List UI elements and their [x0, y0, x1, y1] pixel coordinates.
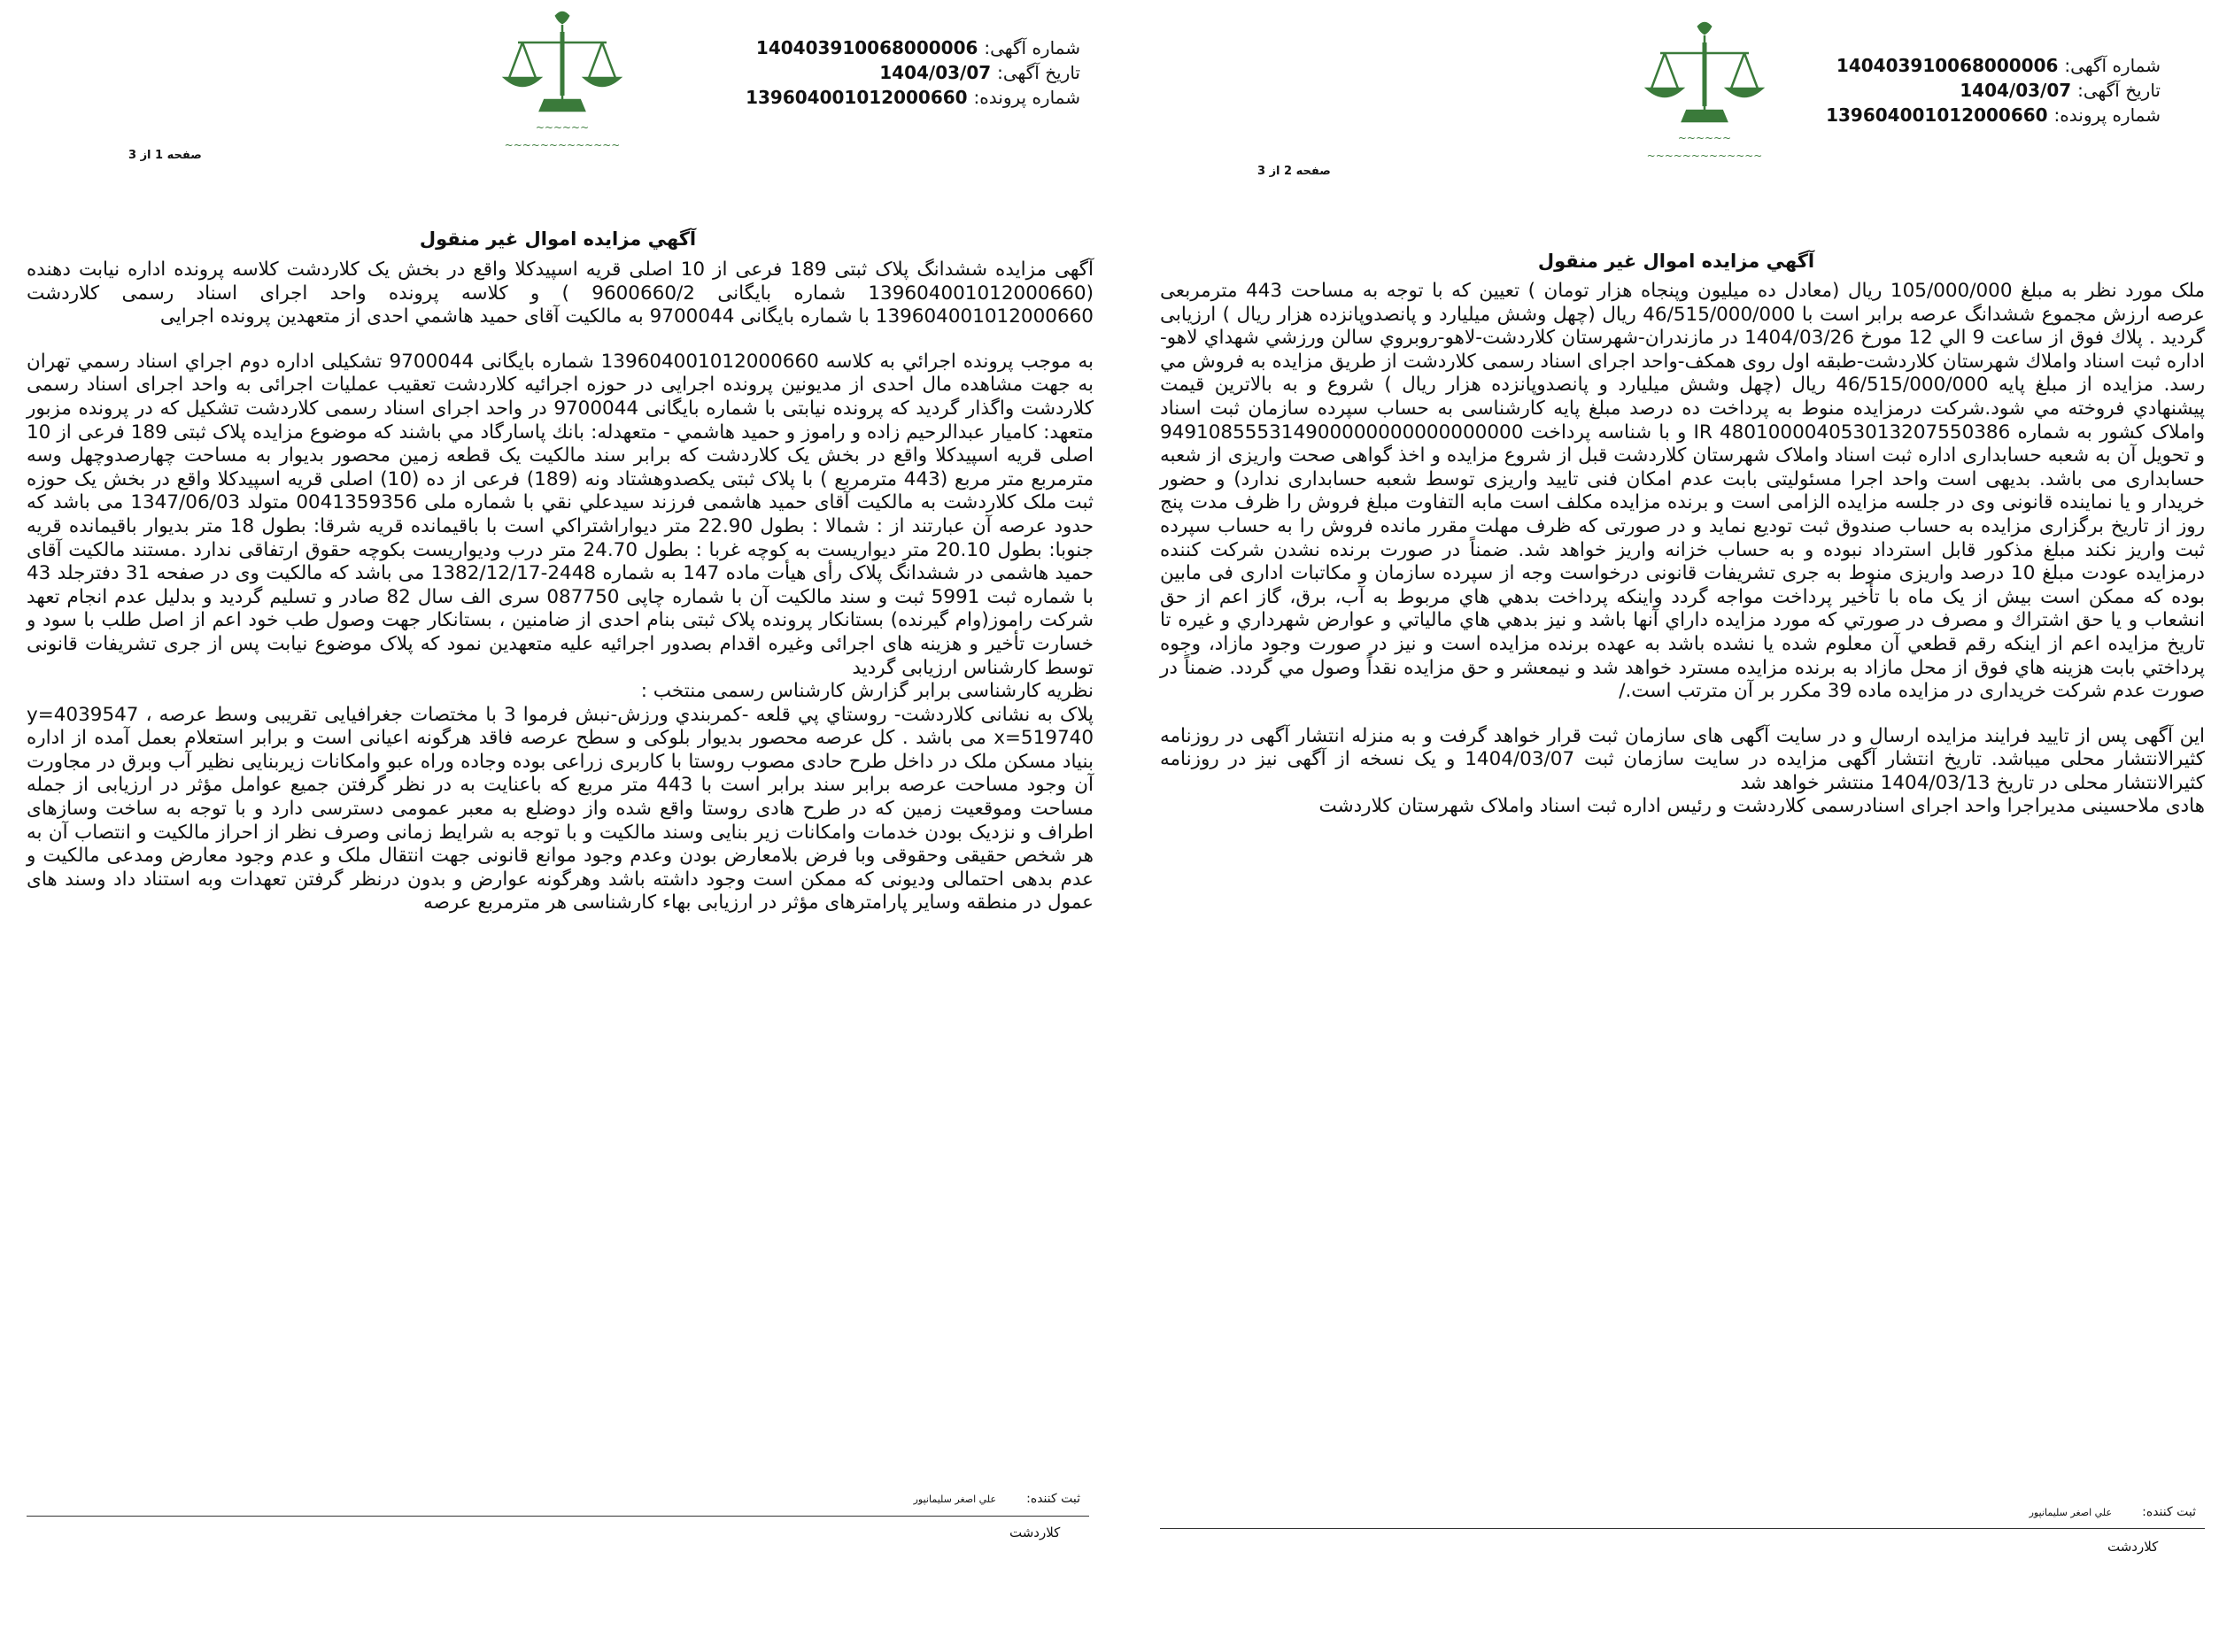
notice-number: 140403910068000006	[755, 37, 978, 58]
svg-text:~~~~~~: ~~~~~~	[1677, 132, 1732, 144]
city-label: كلاردشت	[1009, 1525, 1061, 1540]
signer-label: ثبت كننده:	[2142, 1505, 2196, 1519]
file-number: 139604001012000660	[1826, 104, 2048, 126]
signer	[1824, 1505, 2196, 1519]
signer-label: ثبت كننده:	[1026, 1492, 1080, 1506]
notice-page-2	[1133, 0, 2219, 1652]
signer-name: علي اصغر سليمانپور	[913, 1494, 997, 1505]
notice-date-label: تاریخ آگهی:	[2077, 80, 2161, 101]
file-number-label: شماره پرونده:	[973, 87, 1080, 108]
paragraph: هادی ملاحسینی مدیراجرا واحد اجرای اسنادرسمی کلاردشت و رئیس اداره ثبت اسناد واملاک شهرستان كلاردشت	[1318, 795, 2205, 818]
svg-text:~~~~~~: ~~~~~~	[535, 121, 590, 134]
svg-text:~~~~~~~~~~~~~: ~~~~~~~~~~~~~	[504, 139, 621, 151]
judiciary-emblem-icon	[1638, 18, 1771, 168]
svg-text:~~~~~~~~~~~~~: ~~~~~~~~~~~~~	[1646, 150, 1763, 162]
judiciary-emblem-icon	[496, 7, 629, 158]
notice-number: 140403910068000006	[1836, 55, 2059, 76]
notice-number-label: شماره آگهی:	[2064, 55, 2161, 76]
notice-body	[27, 259, 1094, 915]
file-number-label: شماره پرونده:	[2053, 104, 2161, 126]
page-title: آگهي مزايده اموال غير منقول	[419, 228, 697, 250]
page-number: صفحه 2 از 3	[1257, 165, 1331, 178]
signer-name: علي اصغر سليمانپور	[2029, 1507, 2113, 1518]
divider	[1160, 1528, 2205, 1529]
file-number: 139604001012000660	[746, 87, 968, 108]
notice-number-row	[708, 35, 1080, 60]
paragraph: به موجب پرونده اجرائي به کلاسه 139604001012000660 شماره بایگانی 9700044 تشکیلی اداره دوم اجراي اسناد رسمي تهران به جهت مشاهده مال احدی از مدیونین پرونده اجرایی در حوزه اجرائیه کلاردشت تعقیب عملیات اجرائی به واحد اجرای اسناد رسمی کلاردشت واگذار گردید که پرونده نیابتی با شماره بایگانی 9700044 در واحد اجرای اسناد رسمی کلاردشت تشکیل که در پرونده مزبور متعهد: کامیار عبدالرحیم زاده و راموز و حمید هاشمي - متعهدله: بانك پاسارگاد مي باشند که موضوع مزایده پلاک ثبتی 189 فرعی از 10 اصلی قریه اسپیدکلا واقع در بخش یک کلاردشت که برابر سند مالکیت یک قطعه زمین محصور بدیوار به مساحت چهارصدوچهل وسه مترمربع متر مربع (443 مترمربع ) با پلاک ثبتی یکصدوهشتاد ونه (189) فرعی از ده (10) اصلی قریه اسپیدکلا واقع در بخش یک حوزه ثبت ملک کلاردشت به مالکیت آقای حمید هاشمی فرزند سیدعلي نقي با شماره ملی 0041359356 متولد 1347/06/03 می باشد که حدود عرصه آن عبارتند از : شمالا : بطول 22.90 متر ديواراشتراكي است با باقيمانده قريه شرقا: بطول 18 متر بديوار باقيمانده قريه جنوبا: بطول 20.10 متر ديواريست به كوچه غربا : بطول 24.70 متر درب وديواريست بكوچه حقوق ارتفاقی ندارد .مستند مالکیت آقای حمید هاشمی در ششدانگ پلاک رأی هیأت ماده 147 به شماره 2448-1382/12/17 می باشد که مالکیت وی در صفحه 31 دفترجلد 43 با شماره ثبت 5991 ثبت و سند مالکیت آن با شماره چاپی 087750 سری الف سال 82 صادر و تسلیم گردید و بدلیل عدم انجام تعهد شرکت راموز(وام گیرنده) بستانکار پرونده پلاک ثبتی بنام احدی از ضامنین ، بستانکار جهت وصول طب خود اعم از اصل طلب با سود و خسارت تأخیر و هزینه های اجرائی وغیره اقدام بصدور اجرائیه علیه متعهدین نمود که پلاک موضوع نیابت پس از جری تشریفات قانونی توسط کارشناس ارزیابی گردید	[27, 350, 1094, 679]
paragraph: این آگهی پس از تایید فرایند مزایده ارسال و در سایت آگهی های سازمان ثبت قرار خواهد گرفت و به منزله انتشار آگهی در روزنامه کثیرالانتشار محلی میباشد. تاریخ انتشار آگهی مزایده در سایت سازمان ثبت 1404/03/07 و یک نسخه از آگهی نیز در روزنامه کثیرالانتشار محلی در تاریخ 1404/03/13 منتشر خواهد شد	[1160, 724, 2206, 794]
notice-number-label: شماره آگهی:	[984, 37, 1080, 58]
notice-date-label: تاریخ آگهی:	[997, 62, 1080, 83]
notice-number-row	[1789, 53, 2161, 78]
signer	[744, 1492, 1080, 1506]
paragraph: نظریه کارشناسی برابر گزارش کارشناس رسمی منتخب :	[640, 680, 1094, 703]
notice-meta	[708, 35, 1080, 110]
notice-date-row	[1789, 78, 2161, 103]
page-number: صفحه 1 از 3	[128, 149, 202, 162]
notice-date: 1404/03/07	[1960, 80, 2072, 101]
paragraph: پلاک به نشانی کلاردشت- روستاي پي قلعه -کمربندي ورزش-نبش فرموا 3 با مختصات جغرافیایی تقریبی وسط عرصه y=4039547 ، x=519740 می باشد . کل عرصه محصور بدیوار بلوکی و سطح عرصه فاقد هرگونه اعیانی است و برابر استعلام بعمل آمده از اداره بنیاد مسکن ملک در داخل طرح حادی مصوب روستا با کاربری زراعی بوده وجاده وراه عبو وامکانات زیربنایی نظیر آب وبرق در مجاورت آن وجود مساحت عرصه برابر سند برابر است با 443 متر مربع که باعنایت به در نظر گرفتن جمیع عوامل مؤثر در ارزیابی از جمله مساحت وموقعیت زمین که در طرح هادی روستا واقع شده واز دوضلع به معبر عمومی دسترسی دارد و با توجه به ساخت وسازهای اطراف و نزدیک بودن خدمات وامکانات زیر بنایی وسند مالکیت و با توجه به شرایط زمانی وصرف نظر از احراز مالکیت و انتصاب آن به هر شخص حقیقی وحقوقی وبا فرض بلامعارض بودن وعدم وجود موانع قانونی جهت انتقال ملک و عدم وجود معارض ومدعی مالکیت و عدم بدهی احتمالی ودیونی که ممکن است وجود داشته باشد وهرگونه عوارض و بدون درنظر گرفتن تعهدات وبه استناد داد وسند های عمول در منطقه وسایر پارامترهای مؤثر در ارزیابی بهاء کارشناسی هر مترمربع عرصه	[27, 703, 1094, 915]
file-number-row	[708, 85, 1080, 110]
paragraph: آگهی مزایده ششدانگ پلاک ثبتی 189 فرعی از 10 اصلی قریه اسپیدکلا واقع در بخش یک کلاردشت کلاسه پرونده اداره نیابت دهنده (139604001012000660 شماره بایگانی 9600660/2 ) و کلاسه پرونده واحد اجرای اسناد رسمی کلاردشت 139604001012000660 با شماره بایگانی 9700044 به مالکیت آقای حمید هاشمي احدی از متعهدین پرونده اجرایی	[27, 259, 1094, 328]
file-number-row	[1789, 103, 2161, 127]
notice-meta	[1789, 53, 2161, 127]
page-title: آگهي مزايده اموال غير منقول	[1537, 251, 1815, 272]
divider	[27, 1516, 1089, 1517]
city-label: كلاردشت	[2107, 1539, 2159, 1555]
notice-date: 1404/03/07	[879, 62, 992, 83]
notice-date-row	[708, 60, 1080, 85]
notice-body	[1160, 280, 2205, 819]
paragraph: ملک مورد نظر به مبلغ 105/000/000 ريال (معادل ده میلیون وپنجاه هزار تومان ) تعیین که با توجه به مساحت 443 مترمربعی عرصه ارزش مجموع ششدانگ عرصه برابر است با 46/515/000/000 ريال (چهل وشش میلیارد و پانصدوپانزده هزار ريال ) ارزیابی گردید . پلاك فوق از ساعت 9 الي 12 مورخ 1404/03/26 در مازندران-شهرستان كلاردشت-لاهو-روبروي سالن ورزشي شهداي لاهو-اداره ثبت اسناد واملاك شهرستان كلاردشت-طبقه اول روی همکف-واحد اجرای اسناد رسمی کلاردشت از طریق مزایده به فروش مي رسد. مزایده از مبلغ پایه 46/515/000/000 ريال (چهل وشش میلیارد و پانصدوپانزده هزار ريال ) شروع و به بالاترین قیمت پیشنهادي فروخته مي شود.شرکت درمزایده منوط به پرداخت ده درصد مبلغ پایه کارشناسی به حساب سپرده سازمان ثبت اسناد واملاک کشور به شماره IR 480100004053013207550386 و با شناسه پرداخت 949108555314900000000000000000 و تحویل آن به شعبه حسابداری اداره ثبت اسناد واملاک شهرستان كلاردشت قبل از شروع مزايده و اخذ گواهی صحت واریزی از شعبه حسابداری می باشد. بدیهی است واحد اجرا مسئولیتی بابت عدم امکان فنی تایید واریزی توسط شعبه حسابداری ندارد) و حضور خریدار و یا نماینده قانونی وی در جلسه مزایده الزامی است و برنده مزایده مکلف است مابه التفاوت مبلغ فروش را ظرف مدت پنج روز از تاریخ برگزاری مزایده به حساب صندوق ثبت تودیع نماید و در صورتی که ظرف مهلت مقرر مانده فروش را به حساب سپرده ثبت واریز نکند مبلغ مذکور قابل استرداد نبوده و به حساب خزانه واریز خواهد شد. ضمناً در صورت برنده نشدن شرکت کننده درمزایده عودت مبلغ 10 درصد واریزی منوط به جری تشریفات قانونی درخواست وجه از سپرده سازمان و مکاتبات اداری فی مابین بوده که ممکن است بیش از یک ماه با تأخیر پرداخت مواجه گردد واینکه پرداخت بدهي هاي مربوط به آب، برق، گاز اعم از حق انشعاب و يا حق اشتراك و مصرف در صورتي كه مورد مزايده داراي آنها باشد و نيز بدهي هاي مالياتي و عوارض شهرداري و غيره تا تاريخ مزايده اعم از اينكه رقم قطعي آن معلوم شده يا نشده باشد به عهده برنده مزايده است و نيز در صورت وجود مازاد، وجوه پرداختي بابت هزينه هاي فوق از محل مازاد به برنده مزايده مسترد خواهد شد و نيمعشر و حق مزايده نقداً وصول مي گردد. ضمناً در صورت عدم شرکت خریداری در مزایده ماده 39 مكرر بر آن مترتب است./	[1160, 280, 2206, 703]
